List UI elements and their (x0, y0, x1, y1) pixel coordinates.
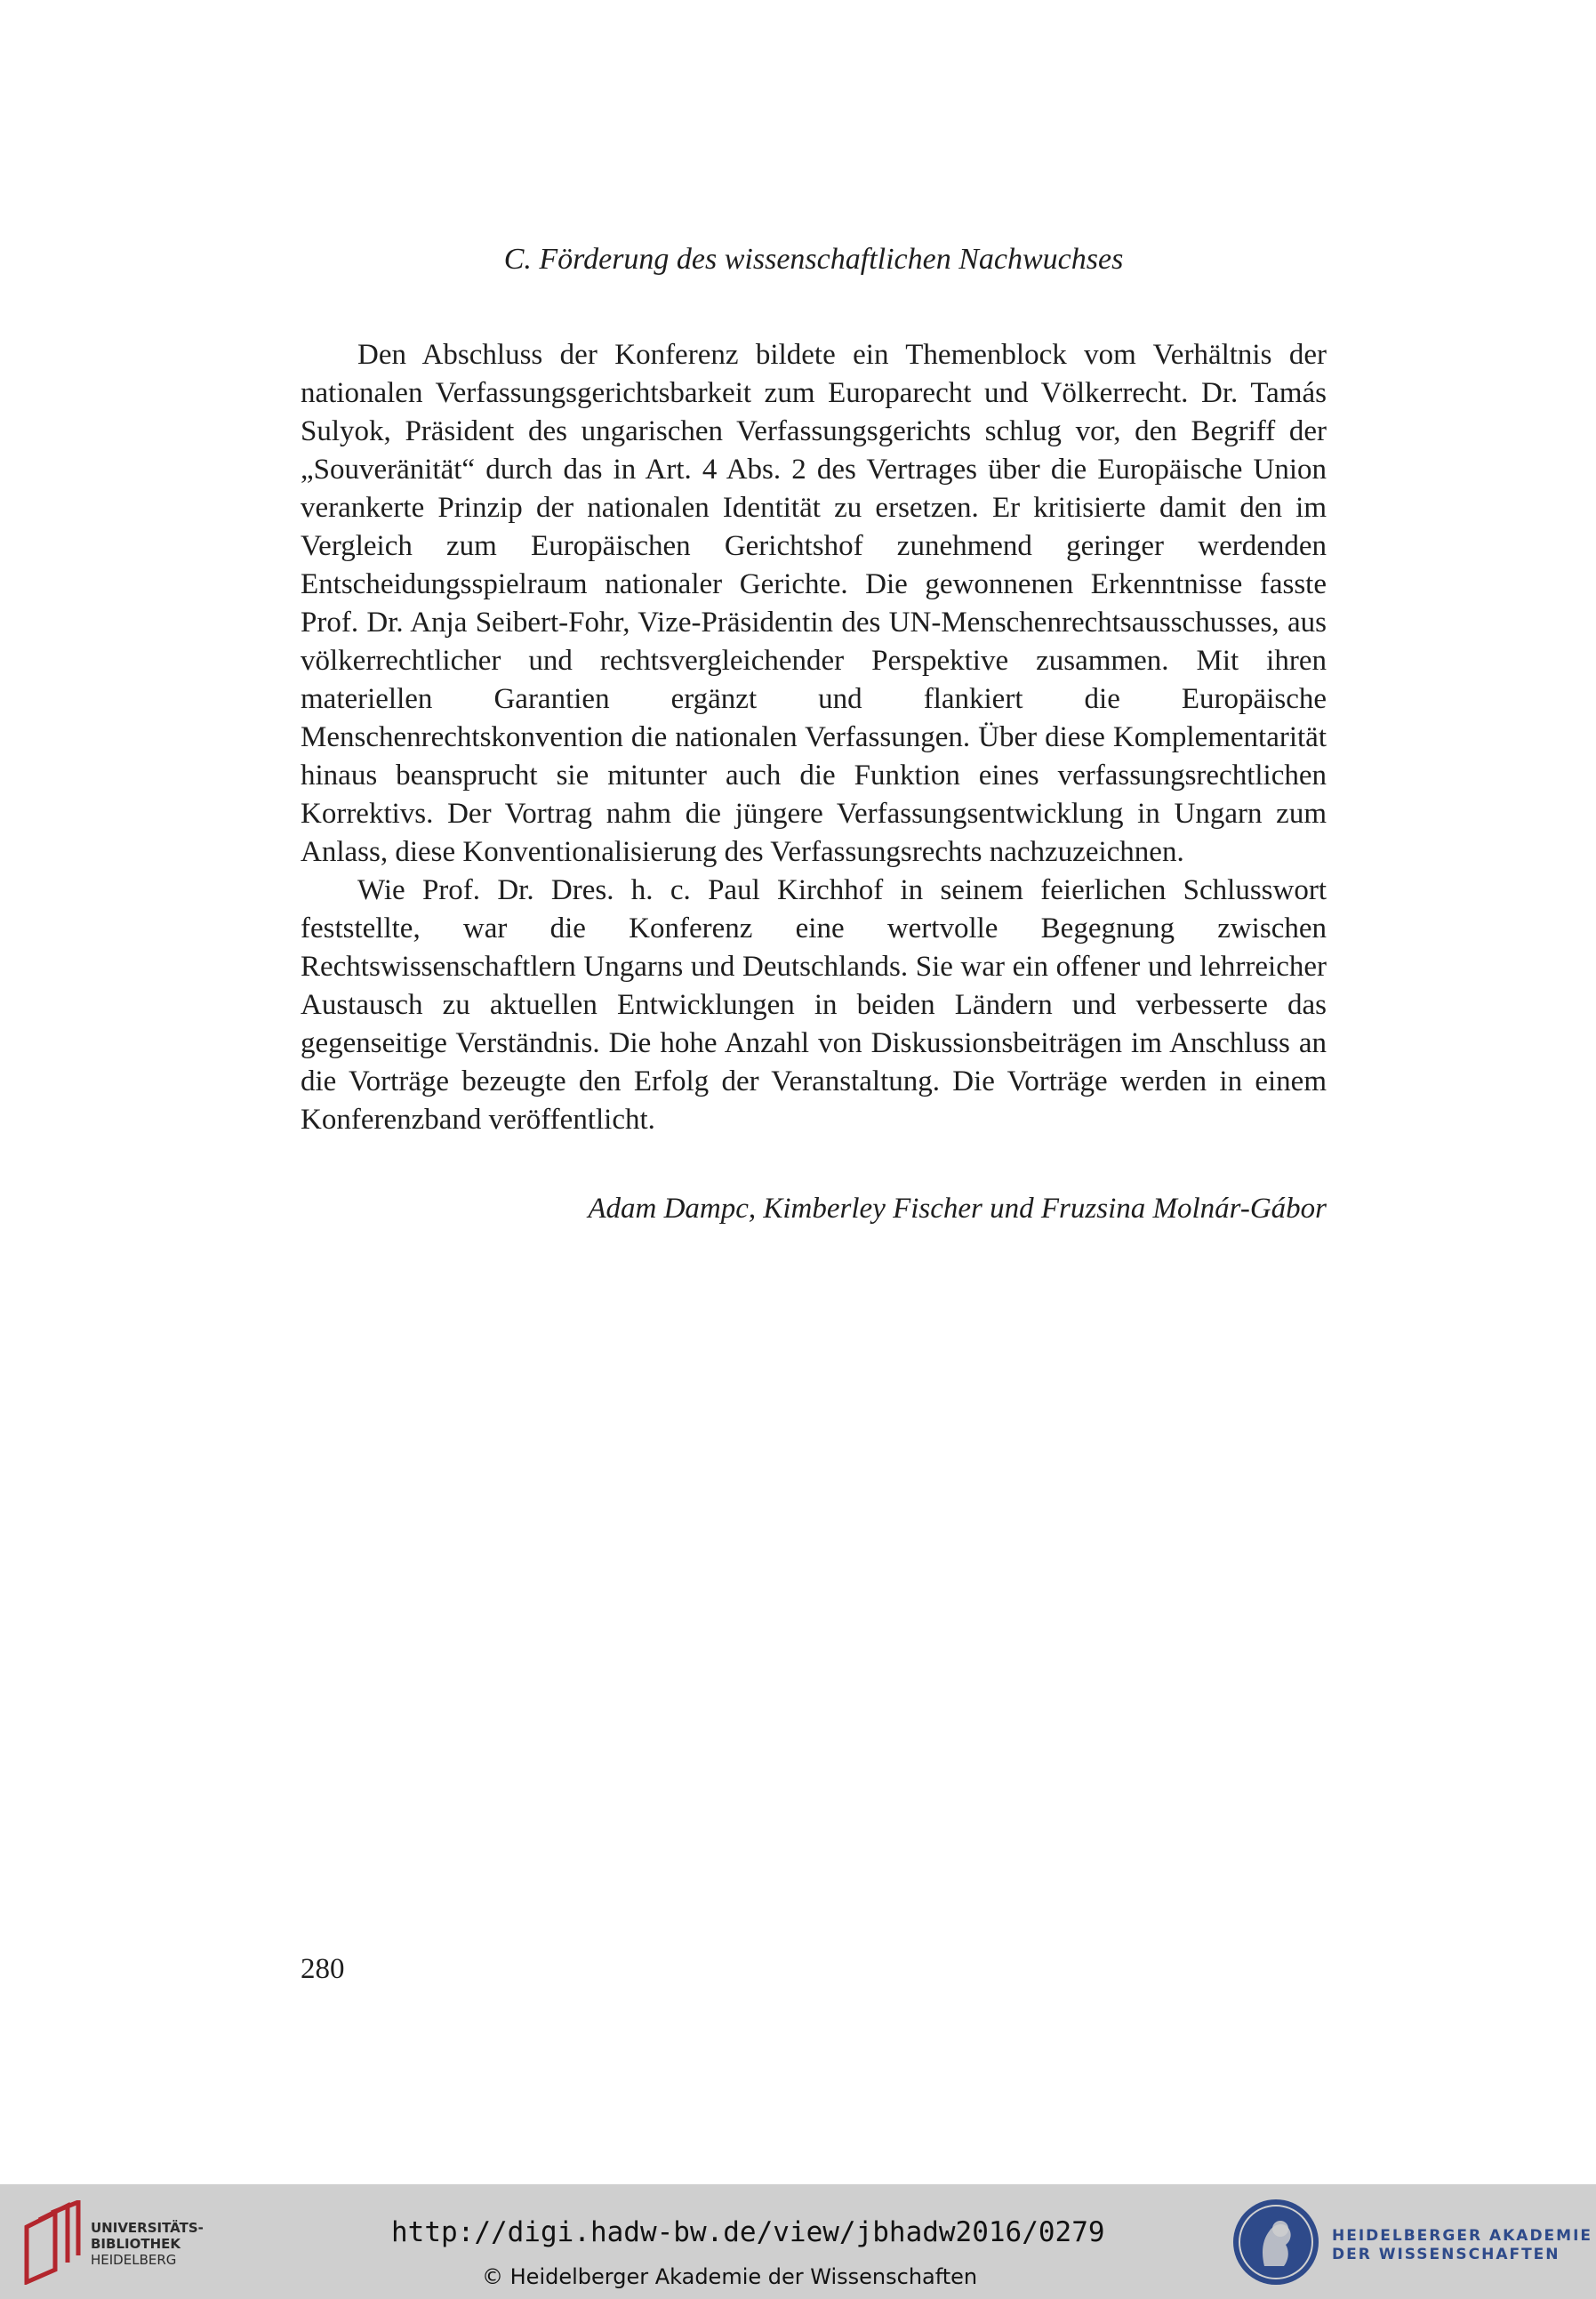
paragraph-1: Den Abschluss der Konferenz bildete ein Themenblock vom Verhältnis der nationalen Verfassungsgerichtsbarkeit zum Europarecht und Völkerrecht. Dr. Tamás Sulyok, Präsident des ungarischen Verfassungsgerichts schlug vor, den Begriff der „Souveränität“ durch das in Art. 4 Abs. 2 des Vertrages über die Europäische Union verankerte Prinzip der nationalen Identität zu ersetzen. Er kritisierte damit den im Vergleich zum Europäischen Gerichtshof zunehmend geringer werdenden Entscheidungsspielraum nationaler Gerichte. Die gewonnenen Erkenntnisse fasste Prof. Dr. Anja Seibert-Fohr, Vize-Präsidentin des UN-Menschenrechtsausschusses, aus völkerrechtlicher und rechtsvergleichender Perspektive zusammen. Mit ihren materiellen Garantien ergänzt und flankiert die Europäische Menschenrechtskonvention die nationalen Verfassungen. Über diese Komplementarität hinaus beansprucht sie mitunter auch die Funktion eines verfassungsrechtlichen Korrektivs. Der Vortrag nahm die jüngere Verfassungsentwicklung in Ungarn zum Anlass, diese Konventionalisierung des Verfassungsrechts nachzuzeichnen. (301, 339, 1327, 868)
page-number: 280 (301, 1953, 345, 1985)
author-signature: Adam Dampc, Kimberley Fischer und Fruzsina Molnár-Gábor (588, 1193, 1327, 1225)
copyright-notice: © Heidelberger Akademie der Wissenschaften (482, 2264, 978, 2289)
academy-logo-text: HEIDELBERGER AKADEMIE DER WISSENSCHAFTEN (1332, 2227, 1593, 2263)
digital-copy-link[interactable]: http://digi.hadw-bw.de/view/jbhadw2016/0279 (391, 2216, 1105, 2248)
academy-seal-icon (1231, 2197, 1321, 2287)
running-head: C. Förderung des wissenschaftlichen Nachwuchses (503, 243, 1124, 276)
body-text (301, 336, 1327, 1139)
academy-logo[interactable] (1231, 2197, 1593, 2289)
university-library-logo[interactable] (20, 2200, 224, 2285)
footer-bar (0, 2184, 1596, 2299)
paragraph-2: Wie Prof. Dr. Dres. h. c. Paul Kirchhof in seinem feierlichen Schlusswort feststellte, war die Konferenz eine wertvolle Begegnung zwischen Rechtswissenschaftlern Ungarns und Deutschlands. Sie war ein offener und lehrreicher Austausch zu aktuellen Entwicklungen in beiden Ländern und verbesserte das gegenseitige Verständnis. Die hohe Anzahl von Diskussionsbeiträgen im Anschluss an die Vorträge bezeugte den Erfolg der Veranstaltung. Die Vorträge werden in einem Konferenzband veröffentlicht. (301, 874, 1327, 1136)
university-library-logo-text: UNIVERSITÄTS- BIBLIOTHEK HEIDELBERG (91, 2220, 204, 2268)
library-books-icon (20, 2200, 84, 2285)
